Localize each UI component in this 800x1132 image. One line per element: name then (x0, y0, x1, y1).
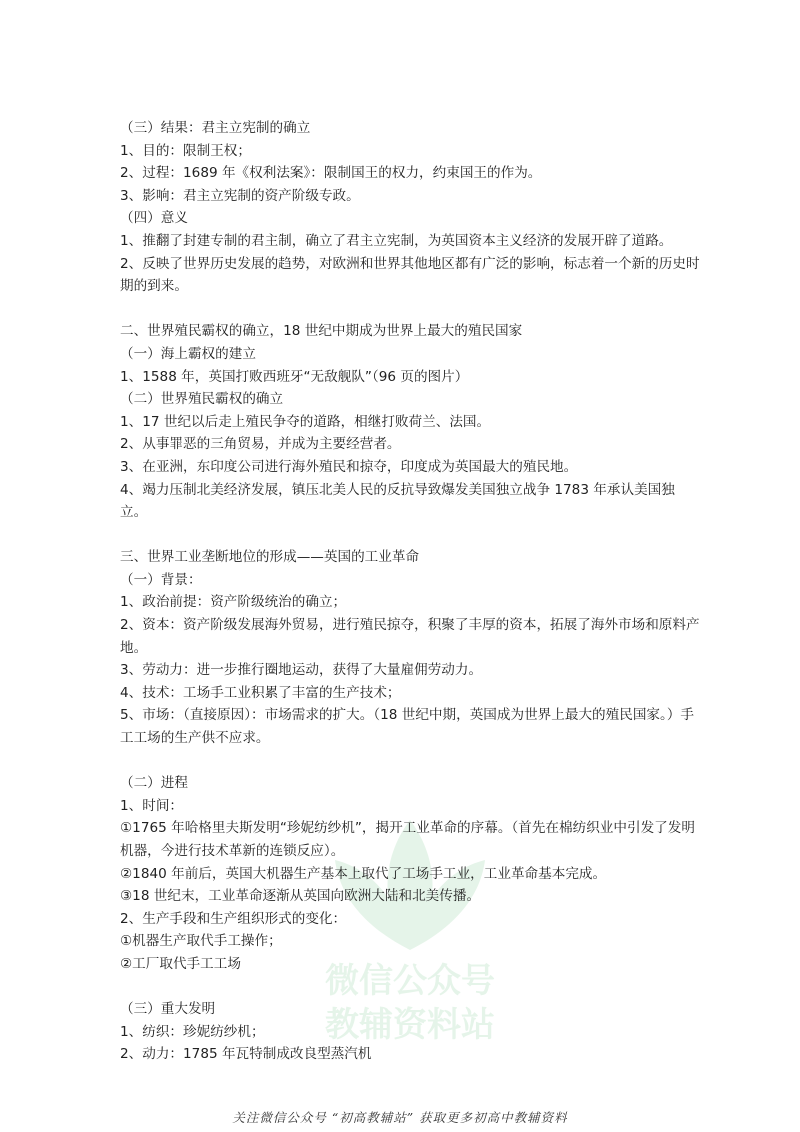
text-line: （二）世界殖民霸权的确立 (120, 391, 284, 408)
text-line: 1、纺织：珍妮纺纱机； (120, 1023, 265, 1040)
text-line: 4、技术：工场手工业积累了丰富的生产技术； (120, 684, 401, 701)
text-line: 2、过程：1689 年《权利法案》：限制国王的权力，约束国王的作为。 (120, 165, 542, 182)
text-line: 1、目的：限制王权； (120, 142, 251, 159)
text-line: 4、竭力压制北美经济发展，镇压北美人民的反抗导致爆发美国独立战争 1783 年承认美国独立。 (120, 481, 675, 521)
text-line: 2、资本：资产阶级发展海外贸易，进行殖民掠夺，积聚了丰厚的资本，拓展了海外市场和原料产地。 (120, 617, 700, 656)
text-line: 3、在亚洲，东印度公司进行海外殖民和掠夺，印度成为英国最大的殖民地。 (120, 458, 578, 475)
text-line: ③18 世纪末，工业革命逐渐从英国向欧洲大陆和北美传播。 (120, 888, 481, 905)
text-line: ②工厂取代手工工场 (120, 955, 241, 972)
text-line: 3、劳动力：进一步推行圈地运动，获得了大量雇佣劳动力。 (120, 662, 483, 679)
text-line: 1、1588 年，英国打败西班牙“无敌舰队”（96 页的图片） (120, 368, 469, 385)
blank-line (120, 976, 700, 999)
page-footer: 关注微信公众号 “初高教辅站” 获取更多初高中教辅资料 (232, 1110, 568, 1125)
text-line: ②1840 年前后，英国大机器生产基本上取代了工场手工业，工业革命基本完成。 (120, 865, 607, 882)
text-line: （三）重大发明 (120, 1001, 216, 1018)
text-line: 1、推翻了封建专制的君主制，确立了君主立宪制，为英国资本主义经济的发展开辟了道路。 (120, 232, 673, 249)
text-line: （一）海上霸权的建立 (120, 345, 256, 362)
text-line: 1、政治前提：资产阶级统治的确立； (120, 594, 347, 611)
text-line: 2、动力：1785 年瓦特制成改良型蒸汽机 (120, 1046, 372, 1063)
text-line: 2、从事罪恶的三角贸易，并成为主要经营者。 (120, 436, 401, 453)
text-line: 2、反映了世界历史发展的趋势，对欧洲和世界其他地区都有广泛的影响，标志着一个新的历史时期的到来。 (120, 255, 700, 295)
text-line: 3、影响：君主立宪制的资产阶级专政。 (120, 187, 360, 204)
text-line: 5、市场：（直接原因）：市场需求的扩大。（18 世纪中期，英国成为世界上最大的殖民国家。）手工工场的生产供不应求。 (120, 707, 695, 747)
blank-line (120, 524, 700, 547)
text-line: 二、世界殖民霸权的确立，18 世纪中期成为世界上最大的殖民国家 (120, 323, 523, 340)
text-line: 1、时间： (120, 797, 184, 814)
text-line: ①机器生产取代手工操作； (120, 933, 282, 950)
text-line: 三、世界工业垄断地位的形成——英国的工业革命 (120, 549, 420, 566)
text-line: 1、17 世纪以后走上殖民争夺的道路，相继打败荷兰、法国。 (120, 413, 491, 430)
watermark-line1: 微信公众号 (325, 962, 495, 1000)
text-line: （一）背景： (120, 571, 202, 588)
watermark-line2: 教辅资料站 (325, 1006, 495, 1044)
blank-line (120, 298, 700, 321)
text-line: （二）进程 (120, 775, 188, 792)
text-line: （三）结果：君主立宪制的确立 (120, 120, 311, 136)
text-line: ①1765 年哈格里夫斯发明“珍妮纺纱机”，揭开工业革命的序幕。（首先在棉纺织业中引发了发明机器，今进行技术革新的连锁反应）。 (120, 820, 695, 859)
blank-line (120, 750, 700, 773)
text-line: 2、生产手段和生产组织形式的变化： (120, 910, 347, 927)
text-line: （四）意义 (120, 210, 188, 227)
document-body (120, 117, 700, 1066)
